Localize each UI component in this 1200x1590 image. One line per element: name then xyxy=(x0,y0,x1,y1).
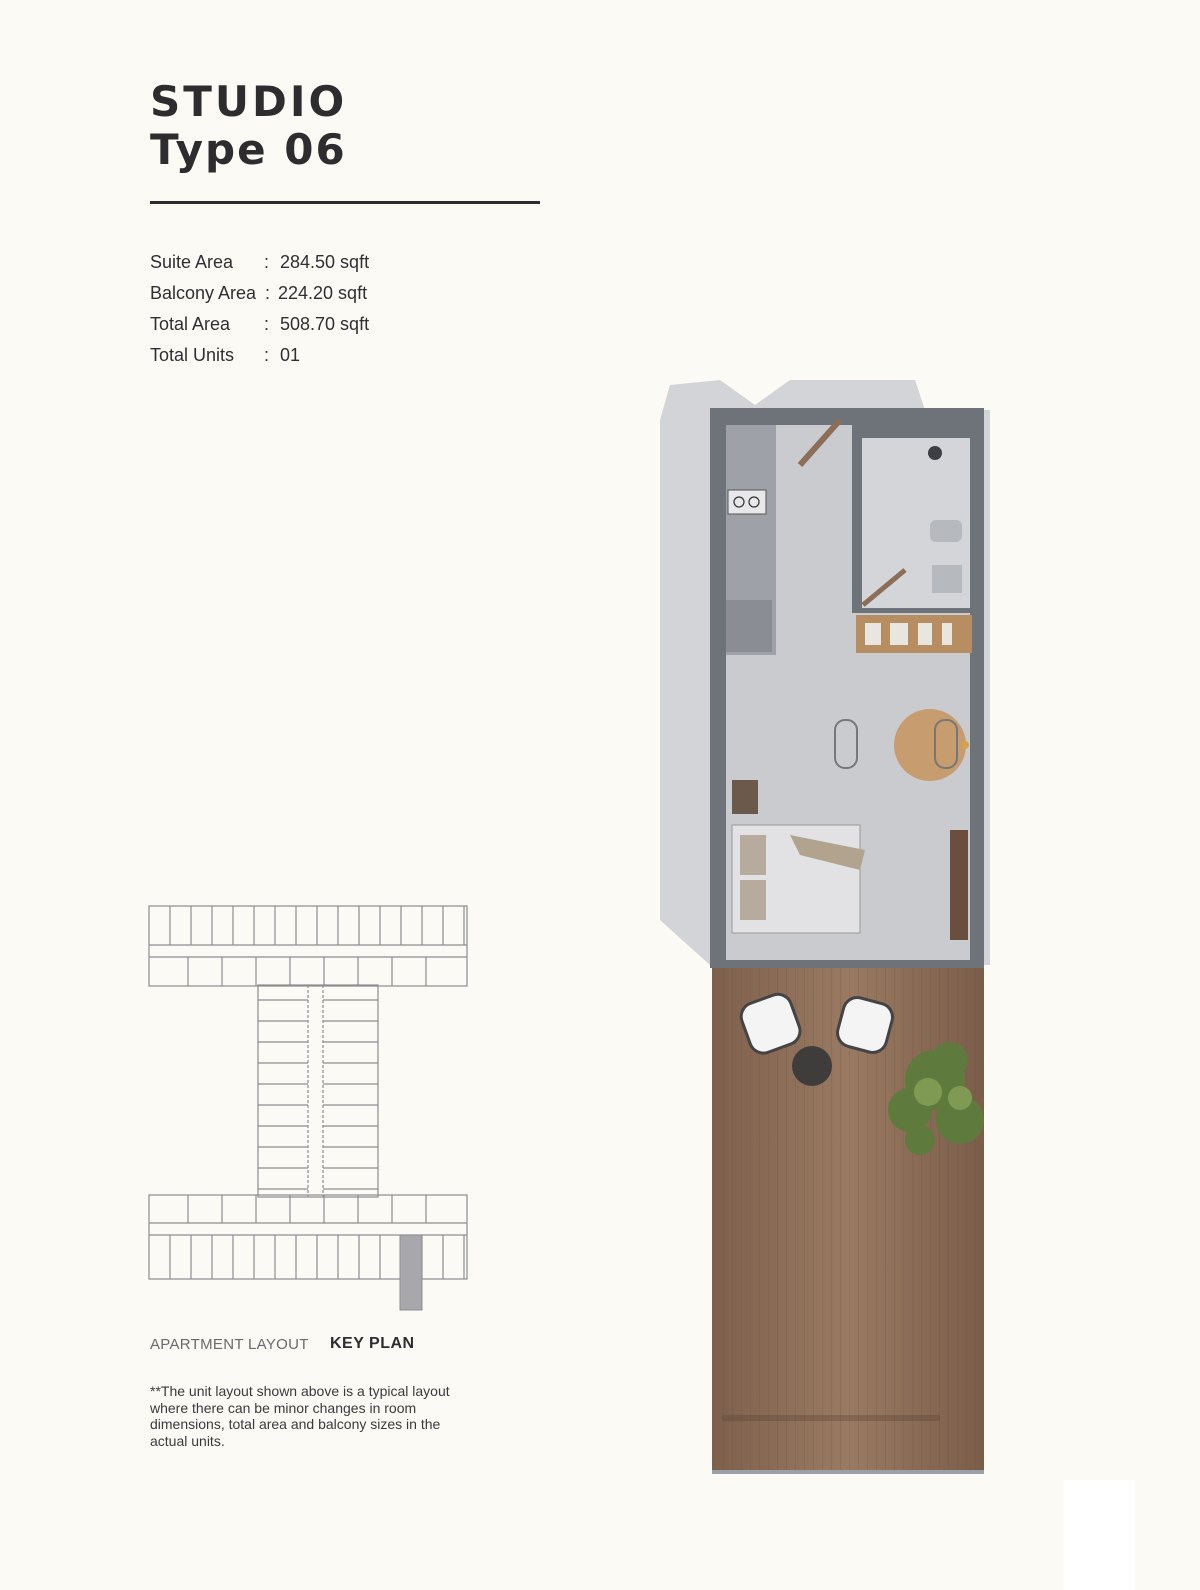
spec-label: Total Units xyxy=(150,345,235,365)
unit-title xyxy=(150,78,347,174)
spec-value: 508.70 sqft xyxy=(280,314,370,334)
key-plan-caption: KEY PLAN xyxy=(330,1335,415,1352)
spec-colon: : xyxy=(264,314,270,334)
spec-colon: : xyxy=(264,252,270,272)
spec-label: Suite Area xyxy=(150,252,234,272)
key-plan-diagram xyxy=(148,905,470,1320)
spec-value: 284.50 sqft xyxy=(280,252,370,272)
spec-colon: : xyxy=(265,283,271,303)
title-line-1: STUDIO xyxy=(150,77,348,126)
spec-label: Total Area xyxy=(150,314,231,334)
studio-floor-plan-render xyxy=(660,380,1000,1492)
spec-colon: : xyxy=(264,345,270,365)
spec-label: Balcony Area xyxy=(150,283,257,303)
spec-value: 01 xyxy=(280,345,301,365)
layout-disclaimer-note: **The unit layout shown above is a typical layout where there can be minor changes in room dimensions, total area and balcony sizes in the actual units. xyxy=(150,1383,450,1449)
title-line-2: Type 06 xyxy=(150,125,347,174)
title-divider xyxy=(150,201,540,204)
spec-value: 224.20 sqft xyxy=(278,283,368,303)
apartment-layout-caption: APARTMENT LAYOUT xyxy=(150,1336,309,1353)
page-corner-tab xyxy=(1063,1480,1135,1590)
